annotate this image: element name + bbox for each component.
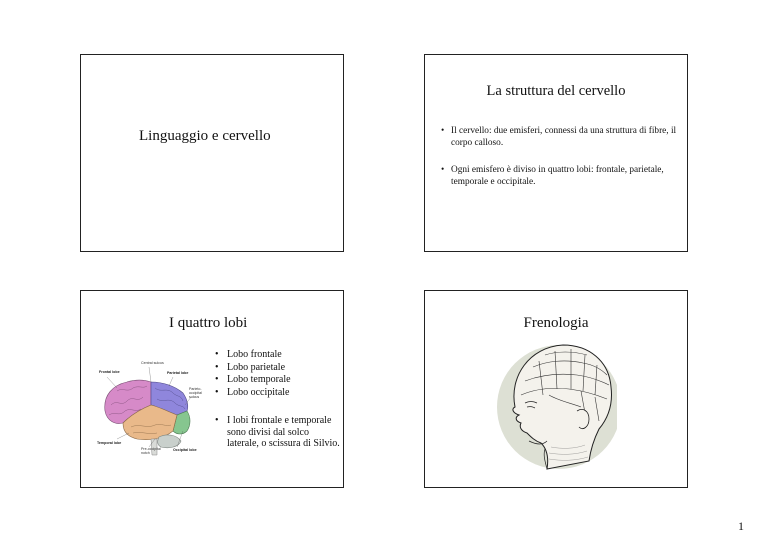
central-sulcus-label: Central sulcus (141, 361, 164, 365)
occipital-lobe-label: Occipital lobe (173, 448, 197, 452)
lobes-list (213, 349, 341, 399)
slide-title: I quattro lobi (169, 315, 248, 331)
slide-title: Linguaggio e cervello (139, 128, 271, 144)
parieto-occipital-label: Parieto-occipital sulcus (189, 387, 202, 400)
bullet-item: • Lobo occipitale (213, 387, 341, 400)
slide-1 (80, 54, 344, 252)
bullet-item: • Lobo frontale (213, 349, 341, 362)
slide-2 (424, 54, 688, 252)
frontal-lobe-label: Frontal lobe (99, 370, 120, 374)
slide-title: Frenologia (523, 315, 589, 331)
slide-4 (424, 290, 688, 488)
phrenology-head-illustration (485, 337, 617, 477)
bullet-item: • Lobo parietale (213, 362, 341, 375)
phrenology-head-svg (485, 337, 617, 477)
bullet-list (439, 125, 677, 203)
parietal-lobe-label: Parietal lobe (167, 371, 189, 375)
brain-lobes-diagram (97, 355, 209, 465)
bullet-item: • I lobi frontale e temporale sono divisi dal solco laterale, o scissura di Silvio. (213, 415, 341, 450)
bullet-item: • Lobo temporale (213, 374, 341, 387)
sulcus-note-list (213, 415, 341, 450)
slide-3 (80, 290, 344, 488)
bullet-item: • Il cervello: due emisferi, connessi da una struttura di fibre, il corpo calloso. (439, 125, 677, 149)
bullet-item: • Ogni emisfero è diviso in quattro lobi: frontale, parietale, temporale e occipitale. (439, 164, 677, 188)
slide-title: La struttura del cervello (486, 83, 626, 99)
temporal-lobe-label: Temporal lobe (97, 441, 122, 445)
preoccipital-notch-label: Pre-occipital notch (141, 447, 161, 456)
page-number: 1 (738, 519, 744, 533)
